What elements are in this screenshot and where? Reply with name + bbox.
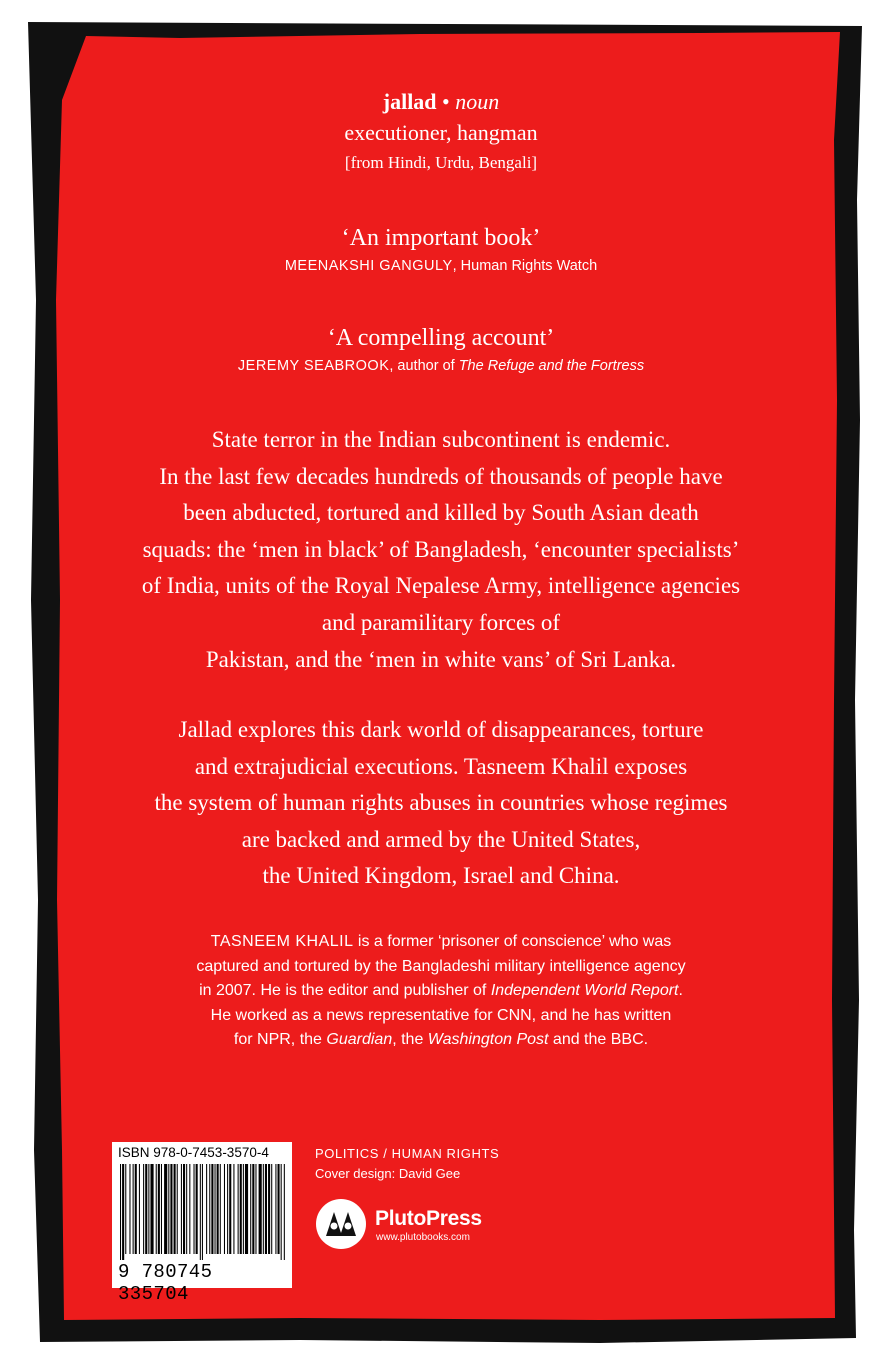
- definition-origin: [from Hindi, Urdu, Bengali]: [344, 153, 538, 172]
- barcode-bar: [229, 1164, 231, 1254]
- definition-part-of-speech: noun: [455, 89, 500, 114]
- barcode-bar: [275, 1164, 276, 1254]
- barcode-bar: [255, 1164, 256, 1254]
- barcode-bar: [238, 1164, 239, 1254]
- synopsis-paragraph: [68, 422, 814, 678]
- barcode-bar: [200, 1164, 201, 1260]
- barcode-bar: [139, 1164, 140, 1254]
- barcode-bar: [145, 1164, 147, 1254]
- barcode-bar: [202, 1164, 203, 1260]
- barcode-digits: 9 780745 335704: [118, 1261, 213, 1305]
- barcode-bar: [161, 1164, 162, 1254]
- synopsis-line: of India, units of the Royal Nepalese Army, intelligence agencies: [141, 573, 741, 599]
- definition-meaning: executioner, hangman: [344, 120, 538, 145]
- synopsis-line: In the last few decades hundreds of thousands of people have: [159, 463, 723, 489]
- barcode-bar: [183, 1164, 185, 1254]
- barcode-bar: [189, 1164, 190, 1254]
- author-bio: TASNEEM KHALIL is a former ‘prisoner of conscience’ who was captured and tortured by the Bangladeshi military intelligence agency in 2007. He is the editor and publisher of Independent World Report. He worked as a news representative for CNN, and he has written for NPR, the Guardian, the Washington Post and the BBC.: [196, 933, 686, 1048]
- barcode-bar: [265, 1164, 267, 1254]
- quote-text: ‘An important book’: [341, 225, 541, 251]
- quote-author: MEENAKSHI GANGULY: [284, 258, 453, 274]
- barcode-bar: [125, 1164, 126, 1254]
- quote-text: ‘A compelling account’: [327, 325, 555, 351]
- isbn-barcode: [112, 1142, 292, 1305]
- barcode-icon: [118, 1164, 286, 1260]
- barcode-bar: [150, 1164, 153, 1254]
- synopsis-line: been abducted, tortured and killed by South Asian death: [183, 500, 699, 526]
- cover-design-credit: Cover design: David Gee: [315, 1166, 461, 1181]
- endorsement-quote: [68, 322, 814, 378]
- barcode-bar: [259, 1164, 262, 1254]
- barcode-bar: [174, 1164, 176, 1254]
- barcode-bar: [170, 1164, 172, 1254]
- synopsis-line: and extrajudicial executions. Tasneem Khalil exposes: [194, 753, 688, 779]
- publisher-name: PlutoPress: [375, 1207, 482, 1230]
- barcode-bar: [194, 1164, 195, 1254]
- barcode-bar: [227, 1164, 228, 1254]
- synopsis-line: Pakistan, and the ‘men in white vans’ of Sri Lanka.: [205, 646, 677, 672]
- synopsis-line: the system of human rights abuses in countries whose regimes: [154, 790, 728, 816]
- synopsis-line: the United Kingdom, Israel and China.: [262, 863, 620, 889]
- barcode-bar: [158, 1164, 160, 1254]
- barcode-bar: [135, 1164, 137, 1254]
- barcode-bar: [217, 1164, 219, 1254]
- barcode-bar: [284, 1164, 285, 1260]
- synopsis-line: Jallad explores this dark world of disappearances, torture: [178, 717, 704, 742]
- bio-author-name: TASNEEM KHALIL: [210, 933, 354, 950]
- barcode-bar: [181, 1164, 182, 1254]
- barcode-bar: [240, 1164, 242, 1254]
- barcode-bar: [164, 1164, 167, 1254]
- barcode-bar: [168, 1164, 169, 1254]
- publisher-url[interactable]: www.plutobooks.com: [376, 1232, 470, 1243]
- barcode-bar: [186, 1164, 187, 1254]
- synopsis-line: are backed and armed by the United States,: [241, 826, 641, 852]
- quote-affiliation: , author of: [389, 358, 459, 374]
- barcode-bar: [211, 1164, 213, 1254]
- quote-attribution: [68, 254, 814, 278]
- barcode-bar: [245, 1164, 248, 1254]
- barcode-bar: [233, 1164, 234, 1254]
- book-category: POLITICS / HUMAN RIGHTS: [315, 1146, 500, 1161]
- barcode-bar: [268, 1164, 270, 1254]
- barcode-bar: [278, 1164, 280, 1254]
- definition-word: jallad: [382, 89, 437, 114]
- definition-separator: •: [442, 89, 450, 114]
- back-cover-panel: [68, 52, 814, 1310]
- barcode-bar: [148, 1164, 149, 1254]
- barcode-bar: [206, 1164, 207, 1254]
- pluto-press-logo-icon: [315, 1198, 367, 1250]
- quote-author: JEREMY SEABROOK: [237, 358, 390, 374]
- dictionary-definition: [68, 88, 814, 176]
- barcode-bar: [281, 1164, 282, 1260]
- barcode-bar: [129, 1164, 130, 1254]
- barcode-bar: [209, 1164, 210, 1254]
- barcode-bar: [143, 1164, 144, 1254]
- barcode-bar: [196, 1164, 198, 1254]
- barcode-bar: [243, 1164, 244, 1254]
- synopsis-line: and paramilitary forces of: [321, 609, 561, 635]
- barcode-bar: [263, 1164, 264, 1254]
- barcode-bar: [250, 1164, 251, 1254]
- isbn-label: ISBN 978-0-7453-3570-4: [118, 1145, 269, 1160]
- barcode-bar: [133, 1164, 134, 1254]
- barcode-bar: [122, 1164, 124, 1260]
- synopsis-paragraph: [68, 712, 814, 895]
- quote-attribution: [68, 354, 814, 378]
- barcode-bar: [271, 1164, 272, 1254]
- synopsis-line: State terror in the Indian subcontinent is endemic.: [211, 427, 671, 452]
- endorsement-quote: [68, 222, 814, 278]
- quote-affiliation: , Human Rights Watch: [452, 258, 598, 274]
- barcode-bar: [220, 1164, 221, 1254]
- barcode-bar: [120, 1164, 121, 1260]
- barcode-bar: [252, 1164, 254, 1254]
- synopsis-line: squads: the ‘men in black’ of Bangladesh, ‘encounter specialists’: [142, 536, 740, 562]
- barcode-bar: [215, 1164, 216, 1254]
- barcode-bar: [224, 1164, 225, 1254]
- quote-work-title: The Refuge and the Fortress: [458, 358, 645, 374]
- barcode-bar: [177, 1164, 178, 1254]
- barcode-bar: [156, 1164, 157, 1254]
